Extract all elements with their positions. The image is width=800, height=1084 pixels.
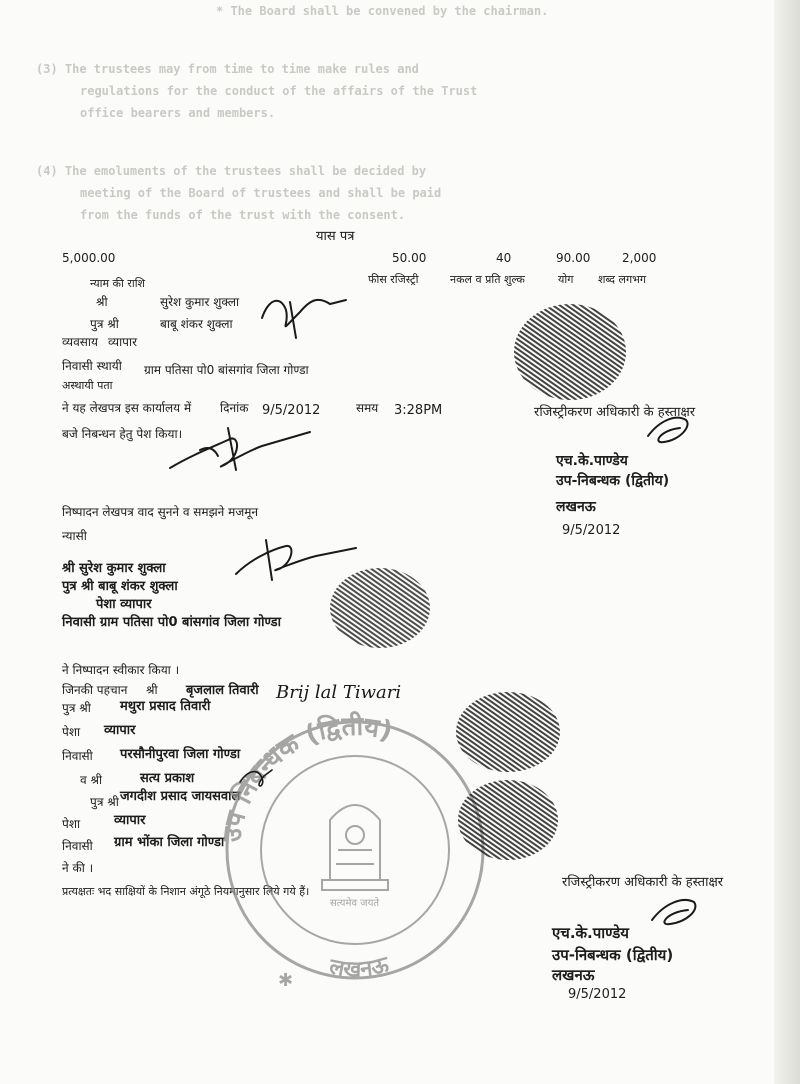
- officer-name: एच.के.पाण्डेय: [556, 453, 628, 469]
- witness2-name: सत्य प्रकाश: [140, 771, 195, 786]
- signature: [262, 300, 346, 338]
- signature: [170, 428, 310, 470]
- witness1-name: बृजलाल तिवारी: [186, 683, 259, 698]
- seal-top-text: उप निबन्धक (द्वितीय): [217, 711, 396, 844]
- background-text-line: (4) The emoluments of the trustees shall be decided by: [36, 164, 427, 178]
- did-label: ने की ।: [62, 861, 94, 875]
- witness2-occupation: व्यापार: [114, 813, 146, 828]
- official-seal: [217, 711, 483, 991]
- executant-father: पुत्र श्री बाबू शंकर शुक्ला: [62, 579, 178, 594]
- copy-fee: 40: [496, 251, 512, 265]
- seal-bottom-text: लखनऊ: [327, 952, 392, 983]
- officer-initials: [652, 900, 695, 924]
- fee-total: 90.00: [556, 251, 591, 265]
- thumbprint: [514, 304, 626, 400]
- background-text-line: meeting of the Board of trustees and shall be paid: [80, 186, 442, 200]
- officer-date: 9/5/2012: [568, 987, 627, 1002]
- son-of-label: पुत्र श्री: [62, 701, 91, 715]
- thumbprint: [458, 780, 558, 860]
- svg-text:लखनऊ: [326, 952, 392, 983]
- execution-accepted: ने निष्पादन स्वीकार किया ।: [62, 663, 180, 677]
- registry-fee: 50.00: [392, 251, 427, 265]
- thumb-impression-note: प्रत्यक्षतः भद साक्षियों के निशान अंगूठे नियमानुसार लिये गये हैं।: [62, 885, 310, 898]
- identified-by-label: जिनकी पहचान: [62, 683, 128, 697]
- background-text-line: office bearers and members.: [80, 106, 276, 120]
- word-count-label: शब्द लगभग: [598, 273, 647, 286]
- thumbprint: [330, 568, 430, 648]
- thumbprint: [456, 692, 560, 772]
- occupation-label: पेशा: [62, 725, 81, 739]
- date-label: दिनांक: [220, 401, 249, 415]
- presenter-occupation: व्यापार: [108, 335, 138, 349]
- officer-city: लखनऊ: [552, 966, 595, 984]
- presenter-address: ग्राम पतिसा पो0 बांसगांव जिला गोण्डा: [144, 363, 309, 377]
- time-label: समय: [356, 401, 379, 415]
- presenter-name: सुरेश कुमार शुक्ला: [160, 295, 240, 309]
- officer-city: लखनऊ: [556, 499, 596, 515]
- son-of-label: पुत्र श्री: [90, 795, 119, 809]
- son-of-label: पुत्र श्री: [90, 317, 119, 331]
- word-count: 2,000: [622, 251, 657, 265]
- officer-designation: उप-निबन्धक (द्वितीय): [552, 946, 674, 964]
- submission-date: 9/5/2012: [262, 403, 321, 418]
- registry-fee-label: फीस रजिस्ट्री: [368, 273, 419, 286]
- executant-occupation: पेशा व्यापार: [96, 597, 152, 612]
- resident-label: निवासी स्थायी: [62, 359, 122, 373]
- witness2-father: जगदीश प्रसाद जायसवाल: [120, 789, 241, 804]
- resident-label: निवासी: [62, 839, 93, 853]
- witness-signature: Brij lal Tiwari: [276, 682, 402, 703]
- executant-name: श्री सुरेश कुमार शुक्ला: [62, 561, 166, 576]
- background-text-line: regulations for the conduct of the affairs of the Trust: [80, 84, 478, 98]
- officer-designation: उप-निबन्धक (द्वितीय): [556, 473, 670, 489]
- officer-initials: [648, 418, 688, 442]
- and-shri-label: व श्री: [80, 773, 103, 787]
- shri-label: श्री: [146, 683, 158, 697]
- submission-text-2: बजे निबन्धन हेतु पेश किया।: [62, 427, 183, 441]
- presenter-father: बाबू शंकर शुक्ला: [160, 317, 233, 331]
- execution-line: निष्पादन लेखपत्र वाद सुनने व समझने मजमून: [62, 505, 259, 519]
- shri-label: श्री: [96, 295, 108, 309]
- resident-label: निवासी: [62, 749, 93, 763]
- witness2-address: ग्राम भोंका जिला गोण्डा: [114, 835, 225, 850]
- officer-signature-label: रजिस्ट्रीकरण अधिकारी के हस्ताक्षर: [562, 875, 724, 890]
- background-text-line: (3) The trustees may from time to time make rules and: [36, 62, 419, 76]
- submission-text: ने यह लेखपत्र इस कार्यालय में: [62, 401, 192, 415]
- total-label: योग: [558, 273, 574, 286]
- background-text-line: * The Board shall be convened by the chairman.: [216, 4, 549, 18]
- copy-fee-label: नकल व प्रति शुल्क: [450, 273, 525, 286]
- witness1-occupation: व्यापार: [104, 723, 136, 738]
- witness1-father: मथुरा प्रसाद तिवारी: [120, 699, 211, 714]
- amount-label: न्याम की राशि: [90, 277, 146, 290]
- star-icon: ✱: [278, 970, 294, 991]
- trustee-label: न्यासी: [62, 529, 87, 543]
- temp-address-label: अस्थायी पता: [62, 379, 113, 392]
- officer-date: 9/5/2012: [562, 523, 621, 538]
- executant-address: निवासी ग्राम पतिसा पो0 बांसगांव जिला गोण्डा: [62, 615, 281, 630]
- seal-emblem-icon: [322, 805, 388, 890]
- document-heading: यास पत्र: [316, 229, 355, 244]
- witness1-address: परसौनीपुरवा जिला गोण्डा: [120, 747, 241, 762]
- trust-amount: 5,000.00: [62, 251, 116, 265]
- seal-motto: सत्यमेव जयते: [330, 898, 380, 909]
- occupation-label: व्यवसाय: [62, 335, 98, 349]
- submission-time: 3:28PM: [394, 403, 443, 418]
- signature: [236, 540, 356, 580]
- background-text-line: from the funds of the trust with the consent.: [80, 208, 406, 222]
- occupation-label: पेशा: [62, 817, 81, 831]
- officer-name: एच.के.पाण्डेय: [552, 924, 629, 942]
- officer-signature-label: रजिस्ट्रीकरण अधिकारी के हस्ताक्षर: [534, 405, 696, 420]
